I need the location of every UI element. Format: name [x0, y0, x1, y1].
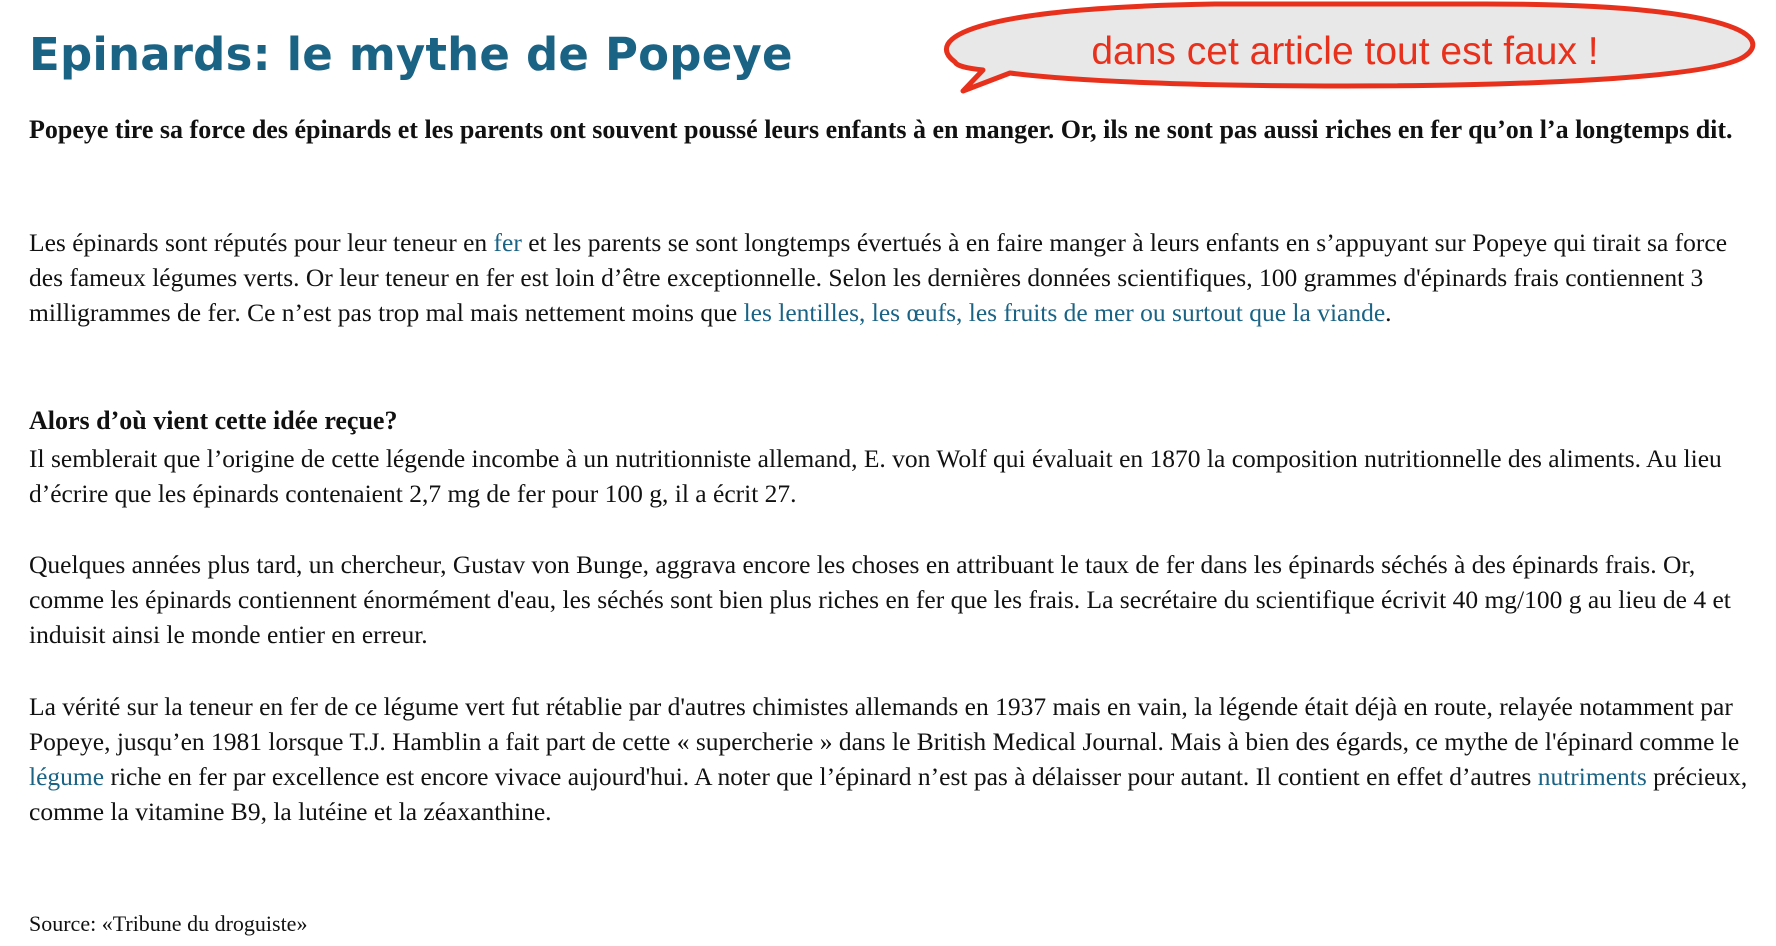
article-paragraph-3: Quelques années plus tard, un chercheur, Gustav von Bunge, aggrava encore les choses en attribuant le taux de fer dans les épinards séchés à des épinards frais. Or, comme les épinards contiennent énormément d'eau, les séchés sont bien plus riches en fer que les frais. La secrétaire du scientifique écrivit 40 mg/100 g au lieu de 4 et induisit ainsi le monde entier en erreur. [29, 550, 1731, 649]
article-paragraph-2: Il semblerait que l’origine de cette légende incombe à un nutritionniste allemand, E. von Wolf qui évaluait en 1870 la composition nutritionnelle des aliments. Au lieu d’écrire que les épinards contenaient 2,7 mg de fer pour 100 g, il a écrit 27. [29, 444, 1722, 508]
link-fer[interactable]: fer [493, 228, 522, 257]
speech-bubble-text: dans cet article tout est faux ! [1091, 30, 1599, 73]
article-subheading: Alors d’où vient cette idée reçue? [29, 406, 398, 435]
article-source: Source: «Tribune du droguiste» [29, 911, 308, 936]
link-nutriments[interactable]: nutriments [1537, 762, 1647, 791]
article-title: Epinards: le mythe de Popeye [29, 28, 793, 81]
article-paragraph-1 [29, 225, 1754, 330]
speech-bubble-annotation [925, 0, 1765, 100]
paragraph-text: et les parents se sont longtemps évertués à en faire manger à leurs enfants en s’appuyant sur Popeye qui tirait sa force des fameux légumes verts. Or leur teneur en fer est loin d’être exceptionnelle. Selon les dernières données scientifiques, 100 grammes d'épinards frais contiennent 3 milligrammes de fer. Ce n’est pas trop mal mais nettement moins que [29, 228, 1728, 327]
paragraph-text: . [1385, 298, 1392, 327]
article-paragraph-4 [29, 689, 1754, 829]
paragraph-text: précieux, comme la vitamine B9, la lutéine et la zéaxanthine. [29, 762, 1748, 826]
paragraph-text: riche en fer par excellence est encore vivace aujourd'hui. A noter que l’épinard n’est pas à délaisser pour autant. Il contient en effet d’autres [104, 762, 1538, 791]
paragraph-text: La vérité sur la teneur en fer de ce légume vert fut rétablie par d'autres chimistes allemands en 1937 mais en vain, la légende était déjà en route, relayée notamment par Popeye, jusqu’en 1981 lorsque T.J. Hamblin a fait part de cette « supercherie » dans le British Medical Journal. Mais à bien des égards, ce mythe de l'épinard comme le [29, 692, 1740, 756]
link-lentilles-oeufs-fruits-de-mer-viande[interactable]: les lentilles, les œufs, les fruits de mer ou surtout que la viande [743, 298, 1386, 327]
article-lead: Popeye tire sa force des épinards et les parents ont souvent poussé leurs enfants à en manger. Or, ils ne sont pas aussi riches en fer qu’on l’a longtemps dit. [29, 115, 1733, 144]
link-legume[interactable]: légume [29, 762, 105, 791]
paragraph-text: Les épinards sont réputés pour leur teneur en [29, 228, 494, 257]
